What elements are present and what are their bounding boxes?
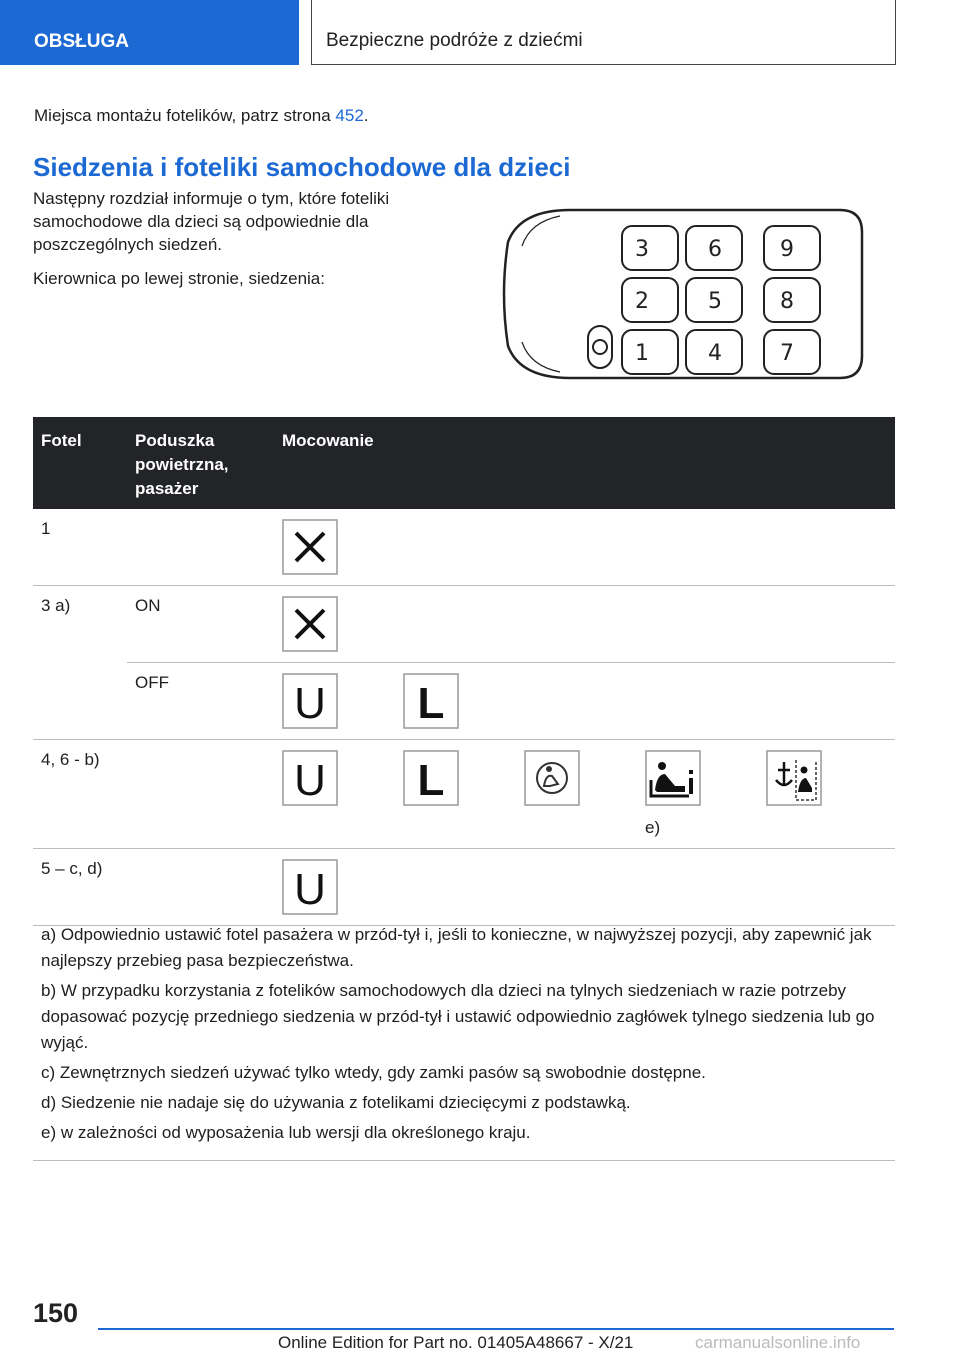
mounting-icon-slot xyxy=(282,596,403,652)
seat-map-diagram xyxy=(500,206,866,382)
airbag-cell: ON xyxy=(127,586,274,663)
seat-cell: 5 – c, d) xyxy=(33,849,127,926)
page-number: 150 xyxy=(33,1298,79,1328)
table-row xyxy=(33,663,895,740)
watermark: carmanualsonline.info xyxy=(695,1333,861,1352)
seat-label: 6 xyxy=(708,237,722,262)
chapter-header xyxy=(311,0,896,65)
airbag-cell xyxy=(127,849,274,926)
airbag-cell: OFF xyxy=(127,663,274,740)
table-row xyxy=(33,509,895,586)
table-row xyxy=(33,586,895,663)
footnote: d) Siedzenie nie nadaje się do używania z fotelikami dziecięcymi z podstawką. xyxy=(41,1093,631,1112)
seat-cell: 4, 6 - b) xyxy=(33,740,127,849)
seat-label: 3 xyxy=(635,237,649,262)
page-link[interactable]: 452 xyxy=(335,106,364,125)
col-header-mounting: Mocowanie xyxy=(274,417,895,509)
seat-label: 4 xyxy=(708,341,722,366)
table-header-row xyxy=(33,417,895,509)
universal-icon xyxy=(282,750,338,806)
airbag-cell xyxy=(127,509,274,586)
universal-icon xyxy=(282,673,338,729)
mounting-icon-slot xyxy=(282,673,403,729)
section-tab xyxy=(0,0,299,65)
mounting-icon-slot xyxy=(282,519,403,575)
section-title: OBSŁUGA xyxy=(34,31,129,52)
paragraph-1: Następny rozdział informuje o tym, które foteliki samochodowe dla dzieci są odpowiednie dla poszczególnych siedzeń. xyxy=(33,189,390,254)
paragraph-2: Kierownica po lewej stronie, siedzenia: xyxy=(33,269,325,288)
seat-label: 9 xyxy=(780,237,794,262)
isize-child-seat-icon xyxy=(645,750,701,806)
seat-cell xyxy=(33,663,127,740)
seat-cell: 1 xyxy=(33,509,127,586)
child-seat-icon xyxy=(524,750,580,806)
seat-label: 1 xyxy=(635,341,649,366)
mounting-icon-slot xyxy=(645,750,766,806)
mounting-icon-slot xyxy=(282,859,403,915)
svg-text:U: U xyxy=(294,679,326,728)
airbag-cell xyxy=(127,740,274,849)
seat-label: 8 xyxy=(780,289,794,314)
universal-icon xyxy=(282,859,338,915)
svg-text:U: U xyxy=(294,865,326,914)
mounting-icon-slot xyxy=(524,750,645,806)
col-header-seat: Fotel xyxy=(33,417,127,509)
semi-universal-icon xyxy=(403,750,459,806)
mounting-icon-slot xyxy=(403,750,524,806)
seat-label: 7 xyxy=(780,341,794,366)
footnotes xyxy=(33,916,895,1161)
table-row xyxy=(33,740,895,849)
child-seat-table xyxy=(33,417,895,926)
footer-divider xyxy=(98,1328,894,1330)
mounting-icon-slot xyxy=(403,673,524,729)
seat-label: 2 xyxy=(635,289,649,314)
mounting-footnote-label: e) xyxy=(645,818,661,837)
footnote: e) w zależności od wyposażenia lub wersji dla określonego kraju. xyxy=(41,1123,531,1142)
col-header-airbag: Poduszka powietrzna, pasażer xyxy=(127,417,274,509)
seat-cell: 3 a) xyxy=(41,596,71,615)
mounting-cell xyxy=(274,663,895,740)
mounting-cell xyxy=(274,586,895,663)
steering-wheel-icon xyxy=(588,326,612,368)
mounting-icon-slot xyxy=(282,750,403,806)
x-icon xyxy=(282,519,338,575)
footnote: a) Odpowiednio ustawić fotel pasażera w przód-tył i, jeśli to konieczne, w najwyższej pozycji, aby zapewnić jak najlepszy przebieg pasa bezpieczeństwa. xyxy=(41,925,872,970)
svg-text:U: U xyxy=(294,756,326,805)
seat-label: 5 xyxy=(708,289,722,314)
svg-text:L: L xyxy=(417,679,445,728)
chapter-title: Bezpieczne podróże z dziećmi xyxy=(326,30,583,51)
svg-text:L: L xyxy=(417,756,445,805)
anchor-child-seat-icon xyxy=(766,750,822,806)
intro-text: Miejsca montażu fotelików, patrz strona 452. xyxy=(34,106,369,125)
table-row xyxy=(33,849,895,926)
mounting-cell xyxy=(274,849,895,926)
mounting-cell xyxy=(274,509,895,586)
mounting-icon-slot xyxy=(766,750,887,806)
footnote: c) Zewnętrznych siedzeń używać tylko wtedy, gdy zamki pasów są swobodnie dostępne. xyxy=(41,1063,706,1082)
x-icon xyxy=(282,596,338,652)
mounting-cell xyxy=(274,740,895,849)
page-heading: Siedzenia i foteliki samochodowe dla dzieci xyxy=(33,152,571,182)
footer-text: Online Edition for Part no. 01405A48667 - X/21 xyxy=(278,1333,634,1352)
footnote: b) W przypadku korzystania z fotelików samochodowych dla dzieci na tylnych siedzeniach w razie potrzeby dopasować pozycję przedniego siedzenia w przód-tył i ustawić odpowiednio zagłówek tylnego siedzenia lub go wyjąć. xyxy=(41,981,875,1052)
semi-universal-icon xyxy=(403,673,459,729)
